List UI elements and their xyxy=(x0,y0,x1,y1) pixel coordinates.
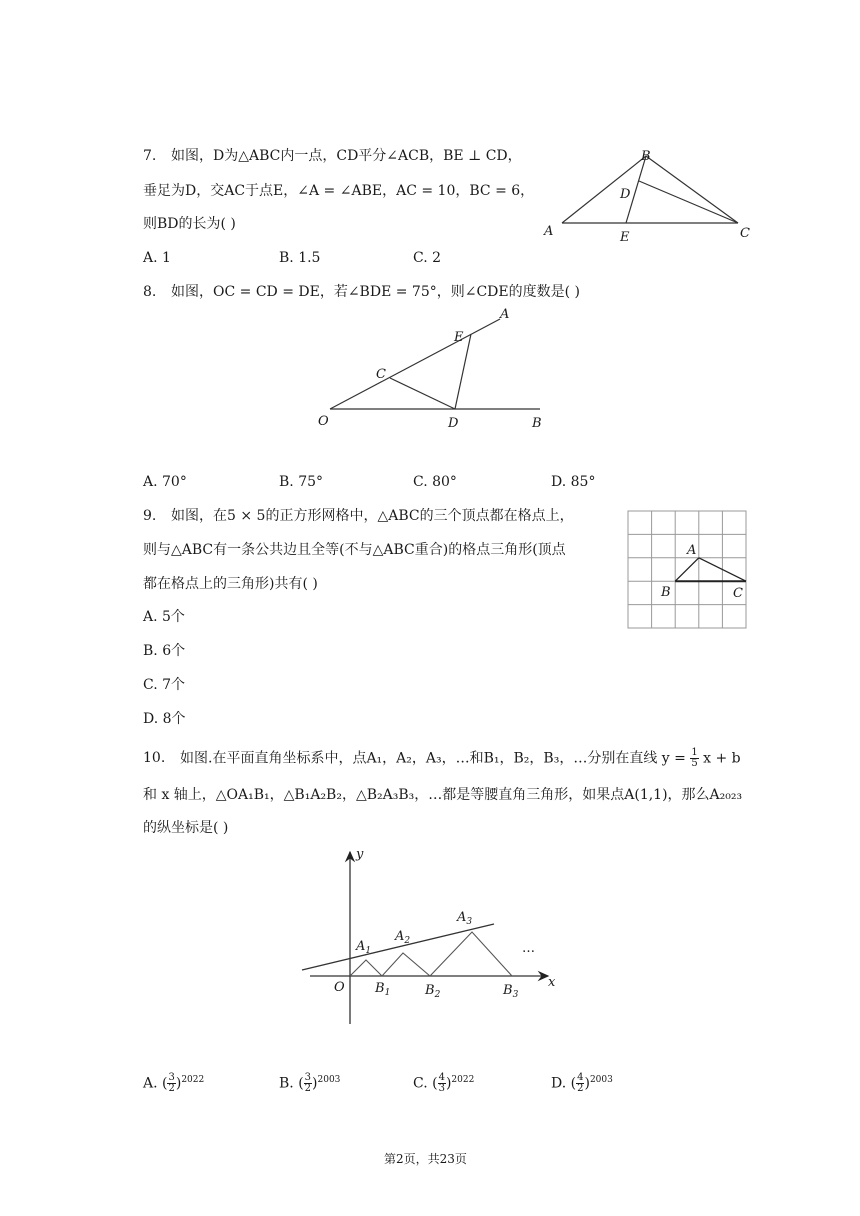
q10-option-a-num: 3 xyxy=(168,1072,175,1084)
q8-label-e: E xyxy=(454,330,464,345)
q10-option-d-num: 4 xyxy=(577,1072,584,1084)
q8-option-d: D. 85° xyxy=(551,474,596,490)
q7-label-e: E xyxy=(620,230,630,245)
q7-text-line1: 如图，D为△ABC内一点，CD平分∠ACB，BE ⊥ CD， xyxy=(171,148,522,164)
q9-label-a: A xyxy=(687,543,697,558)
q10-label-a2-letter: A xyxy=(395,929,405,944)
q9-grid-figure xyxy=(627,510,749,630)
q10-option-c-num: 4 xyxy=(438,1072,445,1084)
q7-label-b: B xyxy=(641,149,651,164)
q10-label-a1-sub: 1 xyxy=(365,946,372,956)
q10-label-b2-sub: 2 xyxy=(434,990,441,1000)
q10-option-b-exp: 2003 xyxy=(317,1075,341,1085)
q10-label-a1-letter: A xyxy=(356,939,366,954)
q8-option-a: A. 70° xyxy=(143,474,187,490)
q8-label-d: D xyxy=(448,416,459,431)
q10-label-b1 xyxy=(374,981,390,998)
q10-label-b3-letter: B xyxy=(503,983,513,998)
q10-option-a-exp: 2022 xyxy=(181,1075,205,1085)
q10-option-a-den: 2 xyxy=(168,1083,175,1095)
q9-option-a: A. 5个 xyxy=(143,609,185,625)
q8-option-c: C. 80° xyxy=(413,474,457,490)
q10-option-b-num: 3 xyxy=(304,1072,312,1084)
q9-option-c: C. 7个 xyxy=(143,677,186,693)
q10-label-b2-letter: B xyxy=(425,983,435,998)
q10-option-d-den: 2 xyxy=(577,1083,584,1095)
q7-figure xyxy=(530,140,760,245)
q9-option-d: D. 8个 xyxy=(143,711,186,727)
q8-option-b: B. 75° xyxy=(279,474,324,490)
q10-label-o: O xyxy=(334,980,345,995)
q10-option-d-letter: D. ( xyxy=(551,1075,577,1092)
q10-option-b-letter: B. ( xyxy=(279,1075,304,1092)
q10-label-b1-letter: B xyxy=(375,981,385,996)
q10-option-b xyxy=(279,1070,340,1094)
q10-option-d-exp: 2003 xyxy=(589,1075,613,1085)
q10-label-b3 xyxy=(502,983,519,1000)
q9-text-line1: 如图，在5 × 5的正方形网格中，△ABC的三个顶点都在格点上， xyxy=(171,508,574,524)
q10-text-line3: 的纵坐标是( ) xyxy=(143,820,229,836)
q10-label-a2 xyxy=(394,929,410,946)
q10-label-a1 xyxy=(355,939,371,956)
q10-label-a3-letter: A xyxy=(457,910,467,925)
q8-label-a: A xyxy=(500,307,510,322)
q10-number: 10. xyxy=(143,750,166,766)
q10-option-c-exp: 2022 xyxy=(451,1075,475,1085)
q10-label-b1-sub: 1 xyxy=(384,988,391,998)
q8-text-line1: 如图，OC = CD = DE，若∠BDE = 75°，则∠CDE的度数是( ) xyxy=(171,284,581,300)
q8-label-o: O xyxy=(318,414,329,429)
q10-slope-denominator: 5 xyxy=(691,758,698,769)
q9-label-b: B xyxy=(661,585,671,600)
q9-text-line3: 都在格点上的三角形)共有( ) xyxy=(143,576,318,592)
q10-figure xyxy=(300,848,570,1028)
q7-label-a: A xyxy=(544,224,554,239)
q10-label-x: x xyxy=(548,975,556,990)
q10-option-c xyxy=(413,1070,474,1094)
q8-number: 8. xyxy=(143,284,157,300)
q10-label-a3 xyxy=(456,910,472,927)
q10-line-slope-fraction xyxy=(690,748,698,769)
q8-figure xyxy=(310,305,550,430)
q10-text-line1-start: 如图.在平面直角坐标系中，点A₁，A₂，A₃，…和B₁，B₂，B₃，…分别在直线 y = xyxy=(180,750,686,767)
q10-option-b-den: 2 xyxy=(304,1083,312,1095)
q7-number: 7. xyxy=(143,148,157,164)
q9-option-b: B. 6个 xyxy=(143,643,186,659)
q10-slope-numerator: 1 xyxy=(691,747,698,758)
page-footer: 第2页，共23页 xyxy=(384,1152,467,1166)
q7-option-a: A. 1 xyxy=(143,250,171,266)
q10-text-line1 xyxy=(180,748,741,769)
q8-label-b: B xyxy=(532,416,542,431)
q10-option-d xyxy=(551,1070,613,1094)
q10-option-c-den: 3 xyxy=(438,1083,445,1095)
q10-option-d-close: ) xyxy=(584,1075,590,1092)
q10-option-c-close: ) xyxy=(445,1075,452,1092)
q10-label-b3-sub: 3 xyxy=(512,990,519,1000)
q10-option-b-fraction xyxy=(304,1073,312,1094)
q10-option-a-fraction xyxy=(167,1073,175,1094)
q10-text-line1-end: x + b xyxy=(703,750,741,767)
q10-option-a xyxy=(143,1070,204,1094)
q7-label-d: D xyxy=(620,187,631,202)
q7-text-line3: 则BD的长为( ) xyxy=(143,216,236,232)
q10-option-a-letter: A. ( xyxy=(143,1075,168,1092)
q9-text-line2: 则与△ABC有一条公共边且全等(不与△ABC重合)的格点三角形(顶点 xyxy=(143,542,566,558)
q10-option-b-close: ) xyxy=(312,1075,318,1092)
q10-text-line2: 和 x 轴上，△OA₁B₁，△B₁A₂B₂，△B₂A₃B₃，…都是等腰直角三角形，如果点A(1,1)，那么A₂₀₂₃ xyxy=(143,787,743,803)
q7-text-line2: 垂足为D，交AC于点E，∠A = ∠ABE，AC = 10，BC = 6， xyxy=(143,183,535,199)
q10-label-a3-sub: 3 xyxy=(466,917,473,927)
q7-label-c: C xyxy=(740,226,750,241)
q10-label-ellipsis: … xyxy=(522,941,535,956)
q10-label-b2 xyxy=(424,983,441,1000)
q10-option-c-fraction xyxy=(438,1073,446,1094)
q10-option-a-close: ) xyxy=(175,1075,182,1092)
q8-label-c: C xyxy=(376,367,386,382)
q10-label-a2-sub: 2 xyxy=(404,936,411,946)
q7-option-b: B. 1.5 xyxy=(279,250,321,266)
q10-option-c-letter: C. ( xyxy=(413,1075,438,1092)
q7-option-c: C. 2 xyxy=(413,250,442,266)
q9-number: 9. xyxy=(143,508,157,524)
q10-label-y: y xyxy=(356,847,364,862)
q9-label-c: C xyxy=(733,586,743,601)
